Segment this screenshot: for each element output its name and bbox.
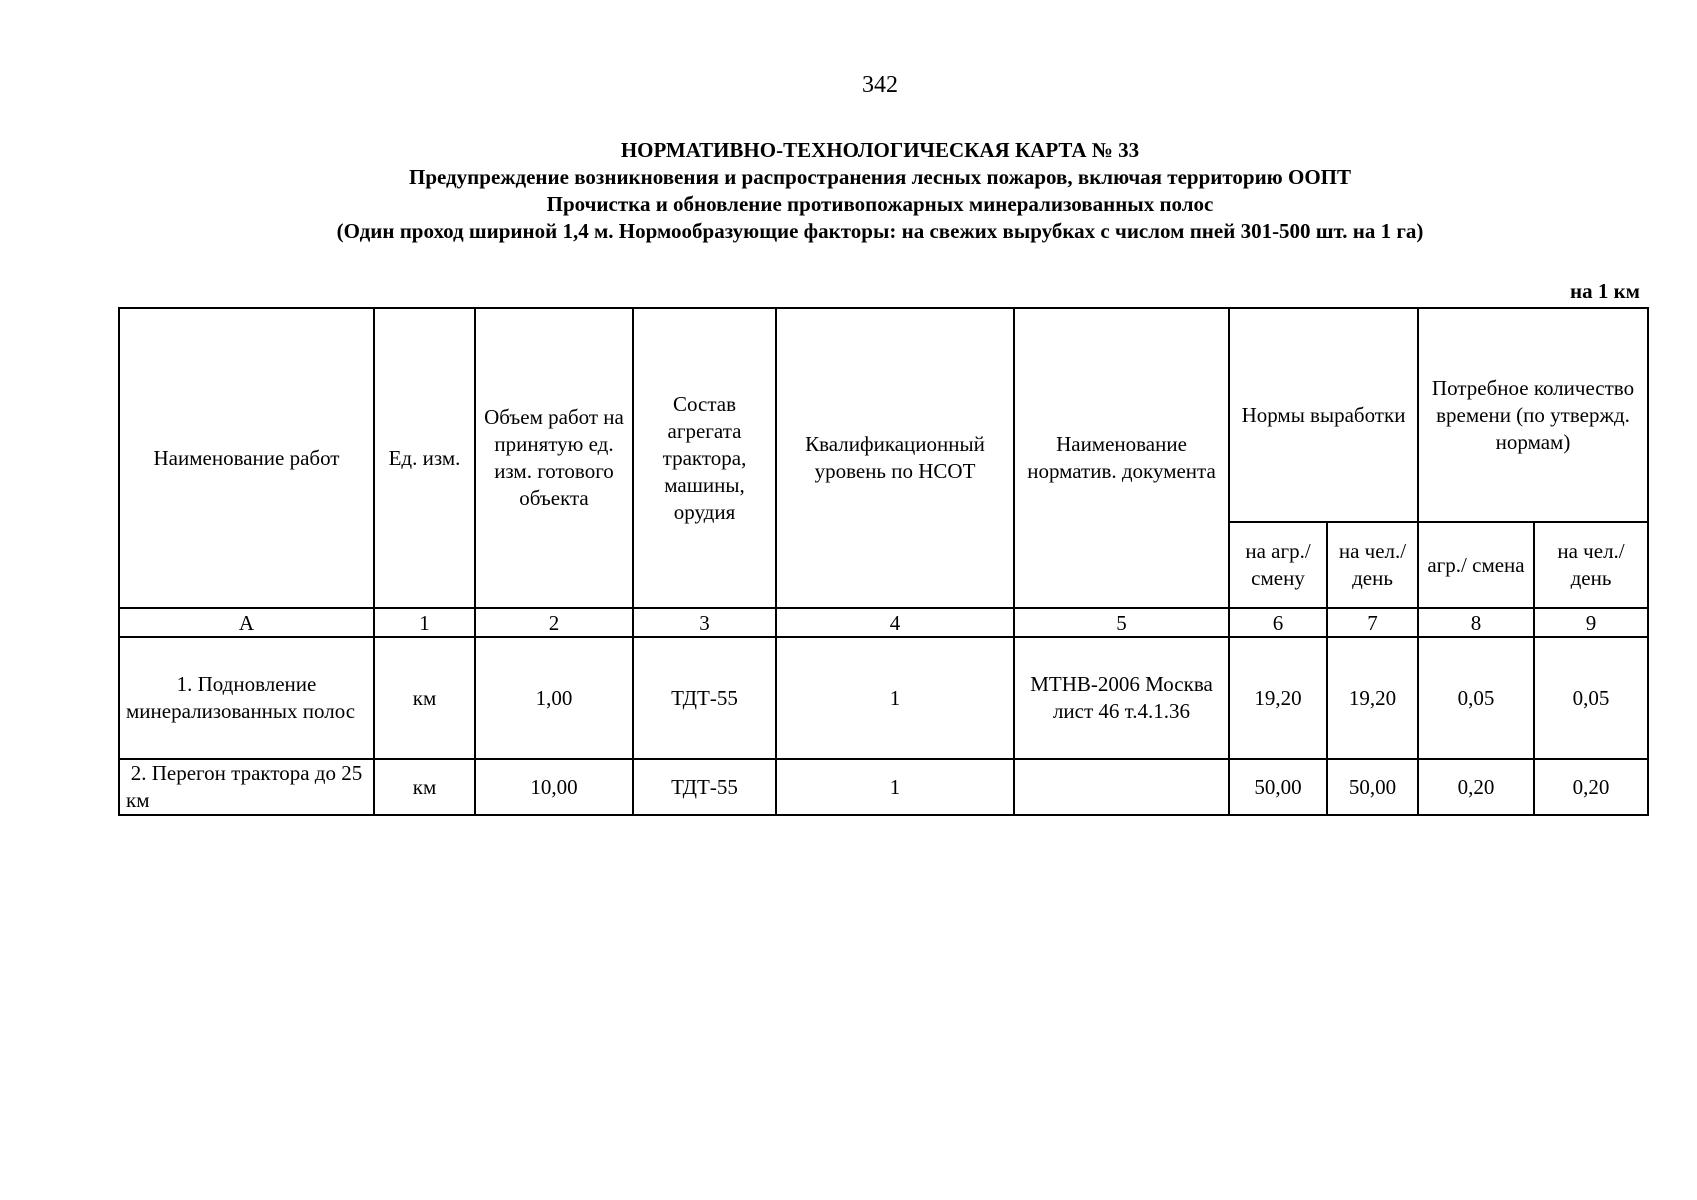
- cell-time-unit-shift: 0,05: [1418, 637, 1534, 759]
- cell-time-person-day: 0,05: [1534, 637, 1648, 759]
- page-number: 342: [862, 72, 898, 98]
- header-time-required: Потребное количество времени (по утвержд. нормам): [1418, 308, 1648, 522]
- header-unit: Ед. изм.: [374, 308, 475, 608]
- cell-unit: км: [374, 759, 475, 815]
- title-line-4: (Один проход шириной 1,4 м. Нормообразующие факторы: на свежих вырубках с числом пней 301-500 шт. на 1 га): [336, 219, 1424, 243]
- header-output-norms: Нормы выработки: [1229, 308, 1418, 522]
- column-index: 7: [1327, 608, 1418, 637]
- cell-qualification: 1: [776, 637, 1014, 759]
- header-qualification: Квалификационный уровень по НСОТ: [776, 308, 1014, 608]
- column-index-row: [119, 608, 1648, 637]
- header-output-per-person-day: на чел./ день: [1327, 522, 1418, 608]
- column-index: А: [119, 608, 374, 637]
- cell-composition: ТДТ-55: [633, 759, 776, 815]
- cell-output-per-person-day: 19,20: [1327, 637, 1418, 759]
- header-time-unit-shift: агр./ смена: [1418, 522, 1534, 608]
- cell-work-name: 1. Подновление минерализованных полос: [119, 637, 374, 759]
- title-line-1: НОРМАТИВНО-ТЕХНОЛОГИЧЕСКАЯ КАРТА № 33: [620, 138, 1140, 162]
- unit-note: на 1 км: [1569, 279, 1640, 303]
- column-index: 3: [633, 608, 776, 637]
- cell-composition: ТДТ-55: [633, 637, 776, 759]
- cell-qualification: 1: [776, 759, 1014, 815]
- column-index: 5: [1014, 608, 1229, 637]
- column-index: 4: [776, 608, 1014, 637]
- header-normative-doc: Наименование норматив. документа: [1014, 308, 1229, 608]
- cell-volume: 1,00: [475, 637, 633, 759]
- header-composition: Состав агрегата трактора, машины, орудия: [633, 308, 776, 608]
- column-index: 2: [475, 608, 633, 637]
- cell-output-per-unit-shift: 19,20: [1229, 637, 1327, 759]
- cell-volume: 10,00: [475, 759, 633, 815]
- table-row: [119, 637, 1648, 759]
- cell-time-person-day: 0,20: [1534, 759, 1648, 815]
- column-index: 8: [1418, 608, 1534, 637]
- header-output-per-unit-shift: на агр./ смену: [1229, 522, 1327, 608]
- column-index: 6: [1229, 608, 1327, 637]
- cell-normative-doc: [1014, 759, 1229, 815]
- document-title: [0, 137, 1697, 245]
- header-work-name: Наименование работ: [119, 308, 374, 608]
- title-line-3: Прочистка и обновление противопожарных минерализованных полос: [546, 192, 1214, 216]
- cell-normative-doc: МТНВ-2006 Москва лист 46 т.4.1.36: [1014, 637, 1229, 759]
- cell-work-name: 2. Перегон трактора до 25 км: [119, 759, 374, 815]
- title-line-2: Предупреждение возникновения и распространения лесных пожаров, включая территорию ООПТ: [408, 165, 1351, 189]
- cell-output-per-person-day: 50,00: [1327, 759, 1418, 815]
- header-time-person-day: на чел./ день: [1534, 522, 1648, 608]
- cell-time-unit-shift: 0,20: [1418, 759, 1534, 815]
- table-row: [119, 759, 1648, 815]
- cell-unit: км: [374, 637, 475, 759]
- cell-output-per-unit-shift: 50,00: [1229, 759, 1327, 815]
- header-volume: Объем работ на принятую ед. изм. готового объекта: [475, 308, 633, 608]
- column-index: 9: [1534, 608, 1648, 637]
- column-index: 1: [374, 608, 475, 637]
- norms-table: [118, 307, 1649, 816]
